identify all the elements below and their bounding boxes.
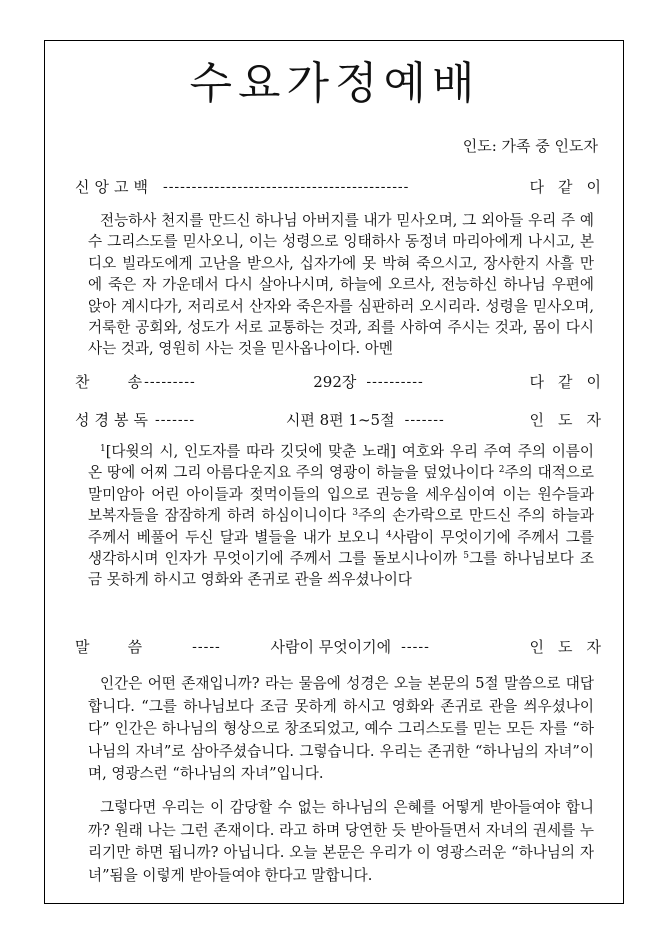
verse-text: 사람이 무엇이기에 주께서 그를 생각하시며 인자가 무엇이기에 주께서 그를 돌보시나이까 xyxy=(88,528,595,568)
sermon-dashes-1: ----- xyxy=(192,638,221,655)
hymn-dashes-1: --------- xyxy=(144,373,196,390)
verse-text: 주의 대적으로 말미암아 어린 아이들과 젖먹이들의 입으로 권능을 세우심이여 이는 원수들과 보복자들을 잠잠하게 하려 하심이니이다 xyxy=(88,464,594,525)
reading-passage: 시편 8편 1~5절 xyxy=(285,411,395,429)
verse-number: 5 xyxy=(463,551,469,562)
sermon-paragraph-2: 그렇다면 우리는 이 감당할 수 없는 하나님의 은혜를 어떻게 받아들여야 합니까? 원래 나는 그런 존재이다. 라고 하며 당연한 듯 받아들면서 자녀의 권세를 누리기만 하면 됩니까? 아닙니다. 오늘 본문은 우리가 이 영광스러운 “하나님의 자녀”됨을 이렇게 받아들여야 한다고 말합니다. xyxy=(88,799,594,884)
hymn-number: 292장 xyxy=(313,373,357,391)
creed-label: 신앙고백 xyxy=(75,178,153,196)
page-title: 수요가정예배 xyxy=(189,58,481,109)
reading-dashes-2: ------- xyxy=(404,411,445,428)
sermon-leader: 인도자 xyxy=(529,638,615,656)
reading-header xyxy=(75,409,615,430)
verse-text: [다윗의 시, 인도자를 따라 깃딧에 맞춘 노래] 여호와 우리 주여 주의 이름이 온 땅에 어찌 그리 아름다운지요 주의 영광이 하늘을 덮었나이다 xyxy=(88,443,594,482)
creed-dashes: ------------------------------------------- xyxy=(162,178,410,195)
sermon-paragraph-1: 인간은 어떤 존재입니까? 라는 물음에 성경은 오늘 본문의 5절 말씀으로 대답합니다. “그를 하나님보다 조금 못하게 하시고 영화와 존귀로 관을 씌우셨나이다” 인간은 하나님의 형상으로 창조되었고, 예수 그리스도를 믿는 모든 자를 “하나님의 자녀”로 삼아주셨습니다. 그렇습니다. 우리는 존귀한 “하나님의 자녀”이며, 영광스런 “하나님의 자녀”입니다. xyxy=(88,675,594,782)
verse-number: 1 xyxy=(100,444,106,454)
hymn-label: 찬 송 xyxy=(75,373,143,391)
verse-number: 3 xyxy=(352,508,358,519)
reading-leader: 인도자 xyxy=(529,411,615,429)
verse-text: 그를 하나님보다 조금 못하게 하시고 영화와 존귀로 관을 씌우셨나이다 xyxy=(88,550,595,589)
verse-text: 주의 손가락으로 만드신 주의 하늘과 주께서 베풀어 두신 달과 별들을 내가 보오니 xyxy=(88,507,594,546)
reading-dashes-1: ------- xyxy=(154,411,196,428)
hymn-header xyxy=(75,371,616,392)
hymn-leader: 다같이 xyxy=(529,373,616,391)
creed-text: 전능하사 천지를 만드신 하나님 아버지를 내가 믿사오며, 그 외아들 우리 주 예수 그리스도를 믿사오니, 이는 성령으로 잉태하사 동정녀 마리아에게 나시고, 본디오 빌라도에게 고난을 받으사, 십자가에 못 박혀 죽으시고, 장사한지 사흘 만에 죽은 자 가운데서 다시 살아나시며, 하늘에 오르사, 전능하신 하나님 우편에 앉아 계시다가, 저리로서 산자와 죽은자를 심판하러 오시리라. 성령을 믿사오며, 거룩한 공회와, 성도가 서로 교통하는 것과, 죄를 사하여 주시는 것과, 몸이 다시 사는 것과, 영원히 사는 것을 믿사옵나이다. 아멘 xyxy=(88,212,594,358)
leader-line: 인도: 가족 중 인도자 xyxy=(462,137,598,155)
verse-number: 4 xyxy=(386,529,392,540)
scripture-text xyxy=(88,441,594,591)
creed-leader: 다같이 xyxy=(529,178,615,196)
sermon-dashes-2: ----- xyxy=(401,638,430,655)
hymn-dashes-2: ---------- xyxy=(366,373,424,390)
sermon-header xyxy=(75,636,615,657)
sermon-title: 사람이 무엇이기에 xyxy=(270,638,392,656)
verse-number: 2 xyxy=(498,465,505,476)
sermon-label: 말 씀 xyxy=(75,638,143,656)
creed-header xyxy=(75,176,615,197)
reading-label: 성경봉독 xyxy=(75,411,153,429)
